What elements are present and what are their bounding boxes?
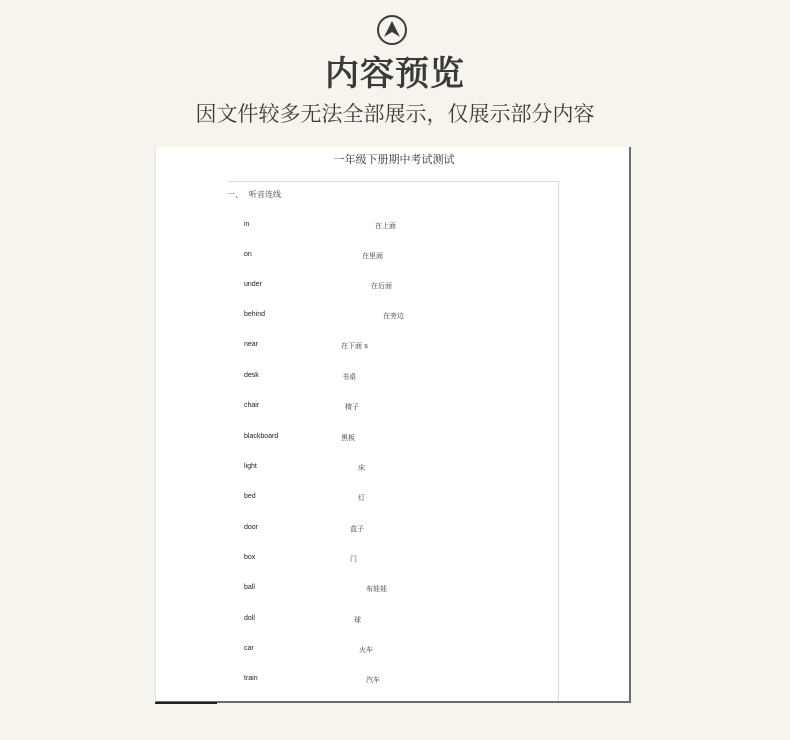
list-item [156,645,631,659]
english-word: train [244,675,258,682]
english-word: box [244,554,256,561]
list-item [156,493,631,507]
english-word: door [244,524,259,531]
chinese-word: 床 [358,464,365,472]
english-word: blackboard [244,433,279,440]
english-word: chair [244,402,260,409]
list-item [156,251,631,265]
english-word: on [244,251,252,258]
list-item [156,584,631,598]
english-word: ball [244,584,255,591]
section-heading [227,189,281,200]
english-word: near [244,341,259,348]
english-word: car [244,645,254,652]
chinese-word: 在上面 [375,222,396,230]
english-word: desk [244,372,259,379]
chinese-word: 黑板 [341,434,355,442]
chinese-word: 在下面 s [341,342,368,350]
english-word: doll [244,615,255,622]
list-item [156,372,631,386]
list-item [156,463,631,477]
list-item [156,402,631,416]
chinese-word: 布娃娃 [366,585,387,593]
chinese-word: 门 [350,555,357,563]
english-word: under [244,281,262,288]
english-word: behind [244,311,266,318]
page-subtitle: 因文件较多无法全部展示，仅展示部分内容 [195,102,595,126]
list-item [156,221,631,235]
chinese-word: 椅子 [345,403,359,411]
chinese-word: 在后面 [371,282,392,290]
list-item [156,554,631,568]
document-preview[interactable] [155,147,631,703]
circle-arrow-up-icon [377,15,407,45]
list-item [156,311,631,325]
section-number: 一、 [227,190,243,199]
chinese-word: 球 [354,616,361,624]
chinese-word: 火车 [359,646,373,654]
list-item [156,281,631,295]
chinese-word: 汽车 [366,676,380,684]
list-item [156,341,631,355]
english-word: bed [244,493,256,500]
chinese-word: 盒子 [350,525,364,533]
chinese-word: 在里面 [362,252,383,260]
list-item [156,433,631,447]
english-word: light [244,463,257,470]
preview-header [0,0,790,140]
list-item [156,524,631,538]
page-edge-marker [155,702,217,704]
list-item [156,675,631,689]
chinese-word: 在旁边 [383,312,404,320]
document-title: 一年级下册期中考试测试 [333,153,455,166]
section-label: 听音连线 [249,190,281,199]
list-item [156,615,631,629]
english-word: in [244,221,250,228]
chinese-word: 书桌 [342,373,356,381]
chinese-word: 灯 [358,494,365,502]
page-title: 内容预览 [325,54,465,94]
